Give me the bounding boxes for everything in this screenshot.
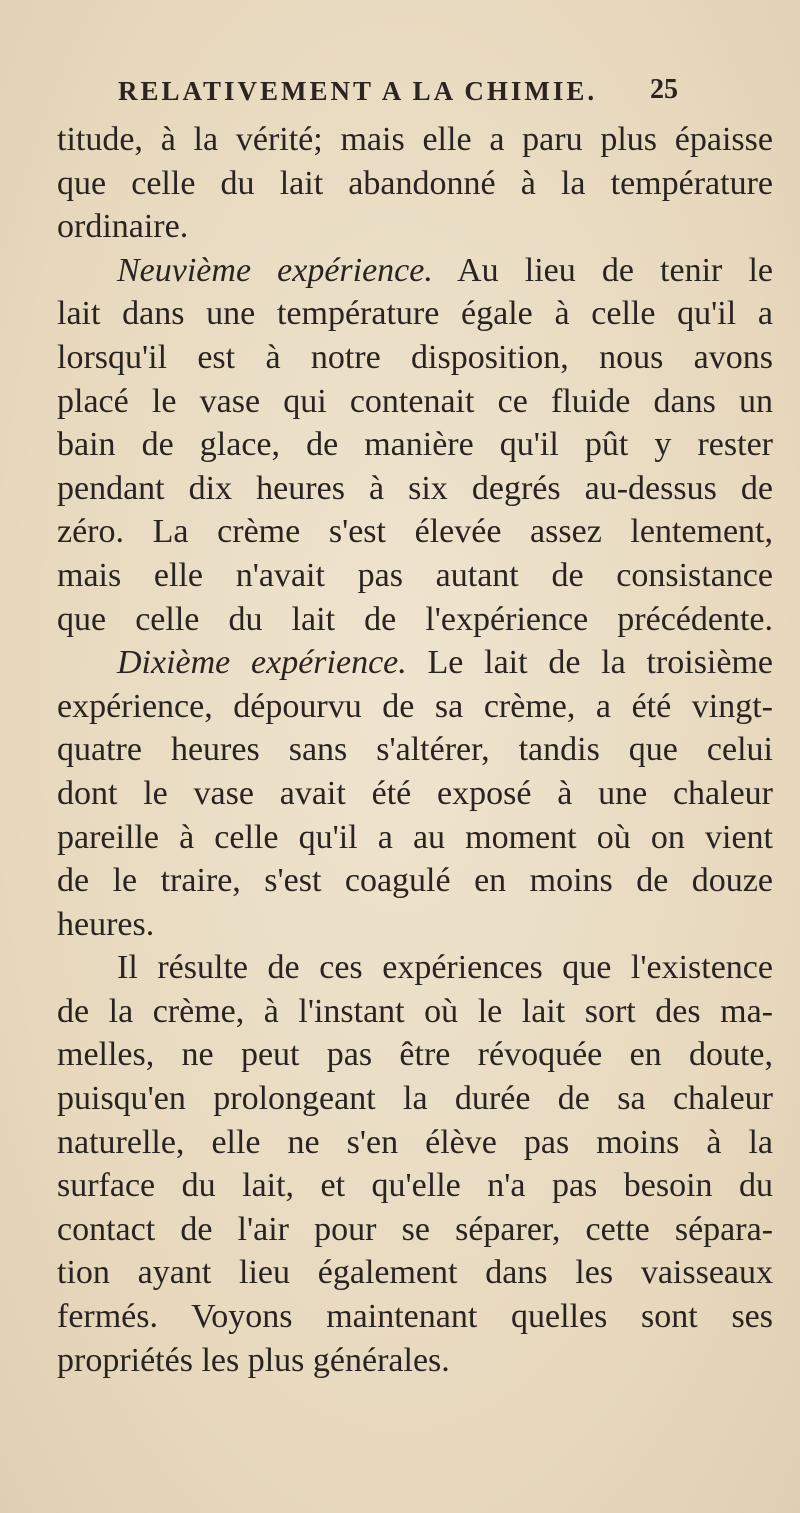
text-line bbox=[57, 467, 773, 511]
text-line bbox=[57, 118, 773, 162]
experiment-heading: Neuvième expérience. bbox=[117, 251, 433, 289]
line-text: quatre heures sans s'altérer, tandis que celui bbox=[57, 731, 773, 769]
text-line bbox=[57, 859, 773, 903]
text-line bbox=[57, 1164, 773, 1208]
text-line bbox=[57, 380, 773, 424]
text-line bbox=[57, 205, 773, 249]
text-line bbox=[57, 685, 773, 729]
text-line bbox=[57, 598, 773, 642]
text-line bbox=[57, 1208, 773, 1252]
line-text: titude, à la vérité; mais elle a paru plus épaisse bbox=[57, 121, 773, 158]
text-line bbox=[57, 816, 773, 860]
paragraph bbox=[57, 641, 773, 946]
text-line bbox=[57, 554, 773, 598]
text-line bbox=[57, 1339, 773, 1383]
experiment-heading: Dixième expérience. bbox=[117, 644, 407, 682]
text-line bbox=[57, 728, 773, 772]
text-line bbox=[57, 423, 773, 467]
line-text: zéro. La crème s'est élevée assez lentement, bbox=[57, 513, 773, 551]
text-line bbox=[57, 292, 773, 336]
line-text: ordinaire. bbox=[57, 208, 189, 246]
text-line bbox=[57, 990, 773, 1034]
line-text: puisqu'en prolongeant la durée de sa chaleur bbox=[57, 1080, 773, 1118]
line-text: lait dans une température égale à celle qu'il a bbox=[57, 295, 773, 333]
text-line bbox=[57, 510, 773, 554]
line-text: mais elle n'avait pas autant de consistance bbox=[57, 556, 773, 594]
line-text: tion ayant lieu également dans les vaisseaux bbox=[57, 1254, 773, 1292]
line-text: placé le vase qui contenait ce fluide dans un bbox=[57, 382, 773, 420]
text-line bbox=[57, 336, 773, 380]
text-line bbox=[57, 1033, 773, 1077]
line-text: fermés. Voyons maintenant quelles sont ses bbox=[57, 1298, 773, 1336]
text-line bbox=[57, 1077, 773, 1121]
text-line bbox=[57, 162, 773, 206]
text-line bbox=[57, 772, 773, 816]
paragraph bbox=[57, 249, 773, 641]
line-text: expérience, dépourvu de sa crème, a été vingt- bbox=[57, 687, 773, 725]
line-text: contact de l'air pour se séparer, cette sépara- bbox=[57, 1210, 773, 1248]
line-text: pareille à celle qu'il a au moment où on vient bbox=[57, 818, 773, 856]
text-line bbox=[57, 946, 773, 990]
line-text: Au lieu de tenir le bbox=[432, 251, 773, 289]
line-text: que celle du lait abandonné à la température bbox=[57, 164, 773, 202]
line-text: heures. bbox=[57, 905, 155, 943]
line-text: dont le vase avait été exposé à une chaleur bbox=[57, 774, 773, 812]
page-header bbox=[118, 72, 678, 116]
text-line bbox=[57, 1121, 773, 1165]
text-line bbox=[57, 903, 773, 947]
page-number: 25 bbox=[650, 74, 678, 105]
line-text: propriétés les plus générales. bbox=[57, 1341, 450, 1379]
line-text: surface du lait, et qu'elle n'a pas besoin du bbox=[57, 1167, 773, 1205]
text-line bbox=[57, 249, 773, 293]
running-title: RELATIVEMENT A LA CHIMIE. bbox=[118, 76, 598, 106]
text-line bbox=[57, 1251, 773, 1295]
line-text: que celle du lait de l'expérience précédente. bbox=[57, 600, 773, 638]
line-text: melles, ne peut pas être révoquée en doute, bbox=[57, 1036, 773, 1074]
line-text: pendant dix heures à six degrés au-dessus de bbox=[57, 469, 773, 507]
text-line bbox=[57, 1295, 773, 1339]
body-text bbox=[57, 118, 773, 1382]
line-text: de le traire, s'est coagulé en moins de douze bbox=[57, 862, 773, 900]
paragraph bbox=[57, 118, 773, 249]
line-text: de la crème, à l'instant où le lait sort des ma- bbox=[57, 992, 773, 1030]
line-text: Le lait de la troisième bbox=[406, 644, 774, 682]
line-text: lorsqu'il est à notre disposition, nous avons bbox=[57, 338, 773, 376]
line-text: bain de glace, de manière qu'il pût y rester bbox=[57, 426, 773, 464]
line-text: naturelle, elle ne s'en élève pas moins à la bbox=[57, 1123, 773, 1161]
line-text: Il résulte de ces expériences que l'existence bbox=[117, 949, 773, 987]
text-line bbox=[57, 641, 773, 685]
paragraph bbox=[57, 946, 773, 1382]
